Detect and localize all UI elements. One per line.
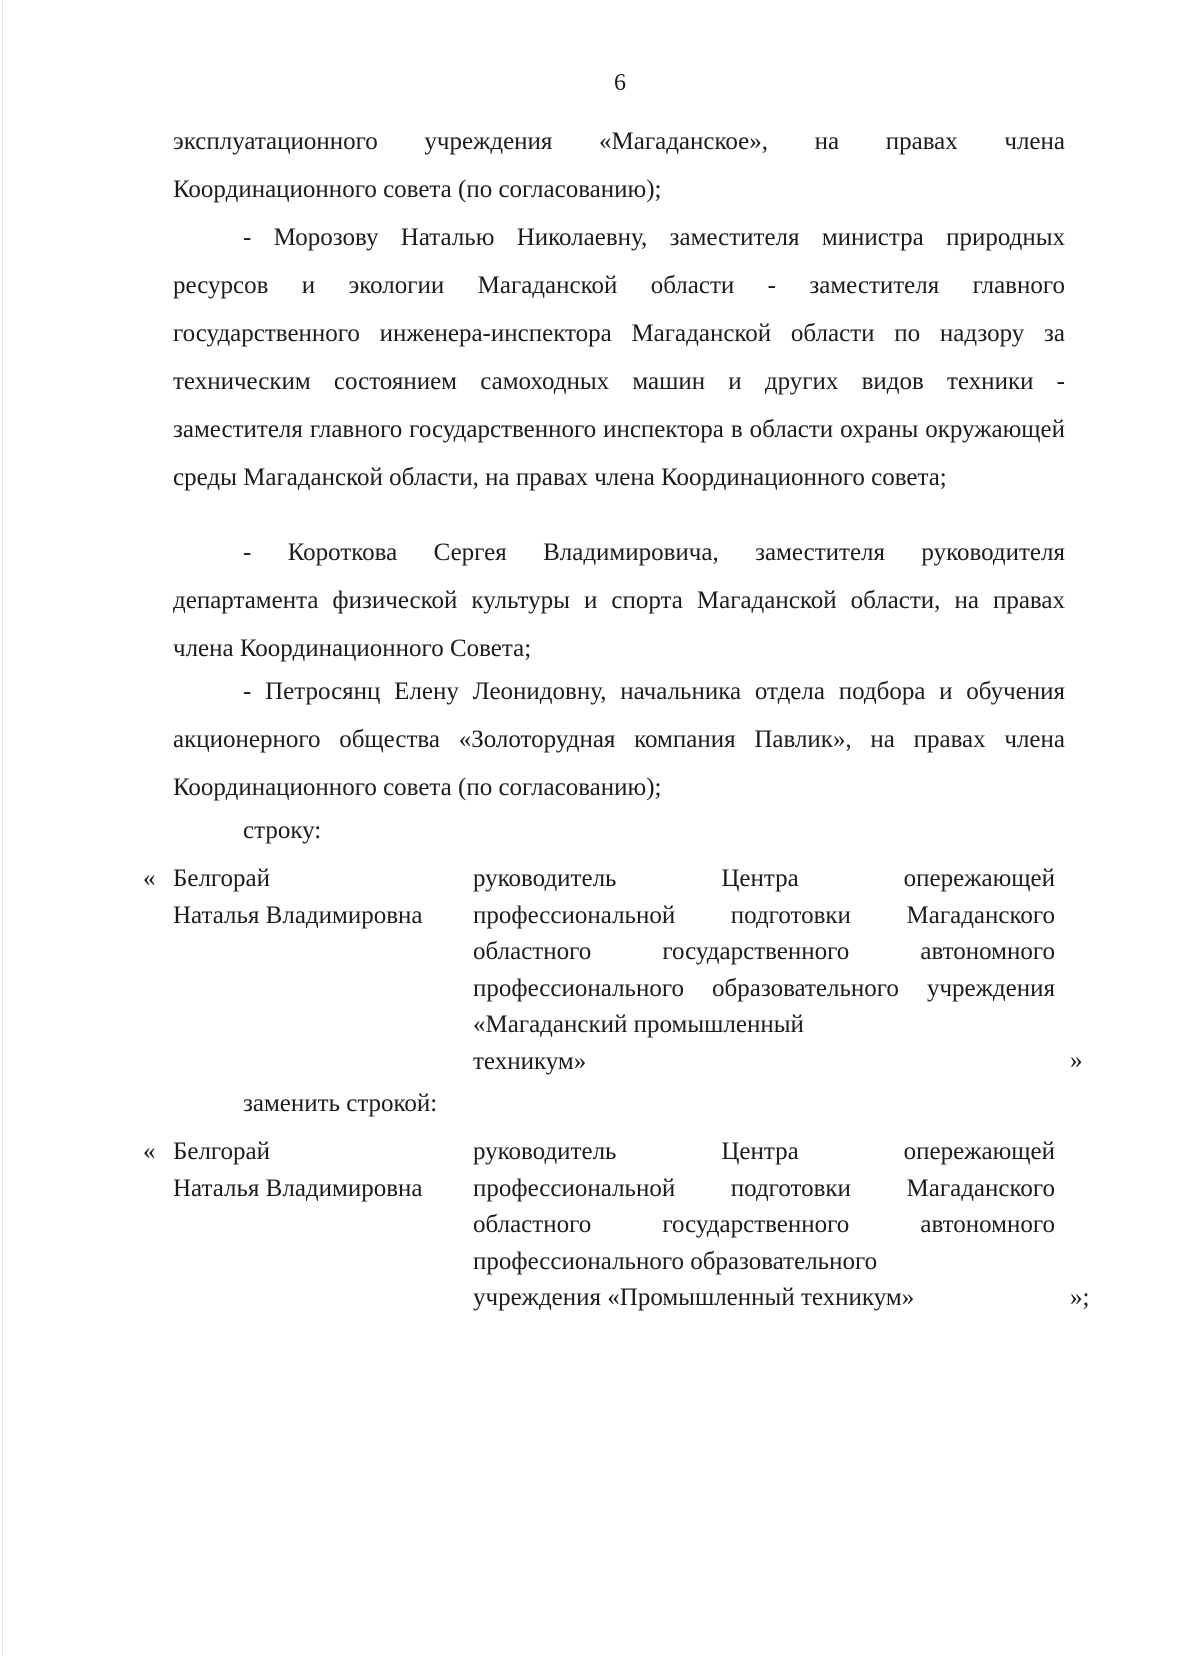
entry-description-last: техникум» <box>473 1047 587 1075</box>
close-quote: »; <box>1070 1284 1090 1311</box>
label-replace: заменить строкой: <box>243 1090 438 1117</box>
paragraph-korotkov: - Короткова Сергея Владимировича, заместителя руководителя департамента физической культуры и спорта Магаданской области, на правах члена Координационного Совета; <box>173 539 1065 662</box>
label-line: строку: <box>243 817 322 844</box>
entry-given-names: Наталья Владимировна <box>173 1174 423 1202</box>
entry-description-text: руководитель Центра опережающей профессиональной подготовки Магаданского областного государственного автономного профессионального образовательного <box>473 1138 1055 1275</box>
entry-description <box>473 861 1055 1080</box>
paragraph-morozova: - Морозову Наталью Николаевну, заместителя министра природных ресурсов и экологии Магаданской области - заместителя главного государственного инженера-инспектора Магаданской области по надзору за техническим состоянием самоходных машин и других видов техники - заместителя главного государственного инспектора в области охраны окружающей среды Магаданской области, на правах члена Координационного совета; <box>173 224 1065 491</box>
scan-edge <box>2 0 3 1656</box>
entry-surname: Белгорай <box>173 865 271 892</box>
entry-description-text: руководитель Центра опережающей профессиональной подготовки Магаданского областного государственного автономного профессионального образовательного учреждения «Магаданский промышленный <box>473 865 1055 1038</box>
paragraph-continuation: эксплуатационного учреждения «Магаданское», на правах члена Координационного совета (по согласованию); <box>173 128 1065 203</box>
close-quote: » <box>1070 1047 1083 1074</box>
entry-given-names: Наталья Владимировна <box>173 901 423 929</box>
entry-description-last: учреждения «Промышленный техникум» <box>473 1284 915 1311</box>
entry-description <box>473 1134 1055 1317</box>
open-quote: « <box>143 865 156 892</box>
entry-name <box>173 861 463 934</box>
entry-name <box>173 1134 463 1207</box>
entry-surname: Белгорай <box>173 1138 271 1165</box>
paragraph-petrosyants: - Петросянц Елену Леонидовну, начальника отдела подбора и обучения акционерного общества «Золоторудная компания Павлик», на правах члена Координационного совета (по согласованию); <box>173 678 1065 801</box>
open-quote: « <box>143 1138 156 1165</box>
page-number: 6 <box>614 70 626 96</box>
